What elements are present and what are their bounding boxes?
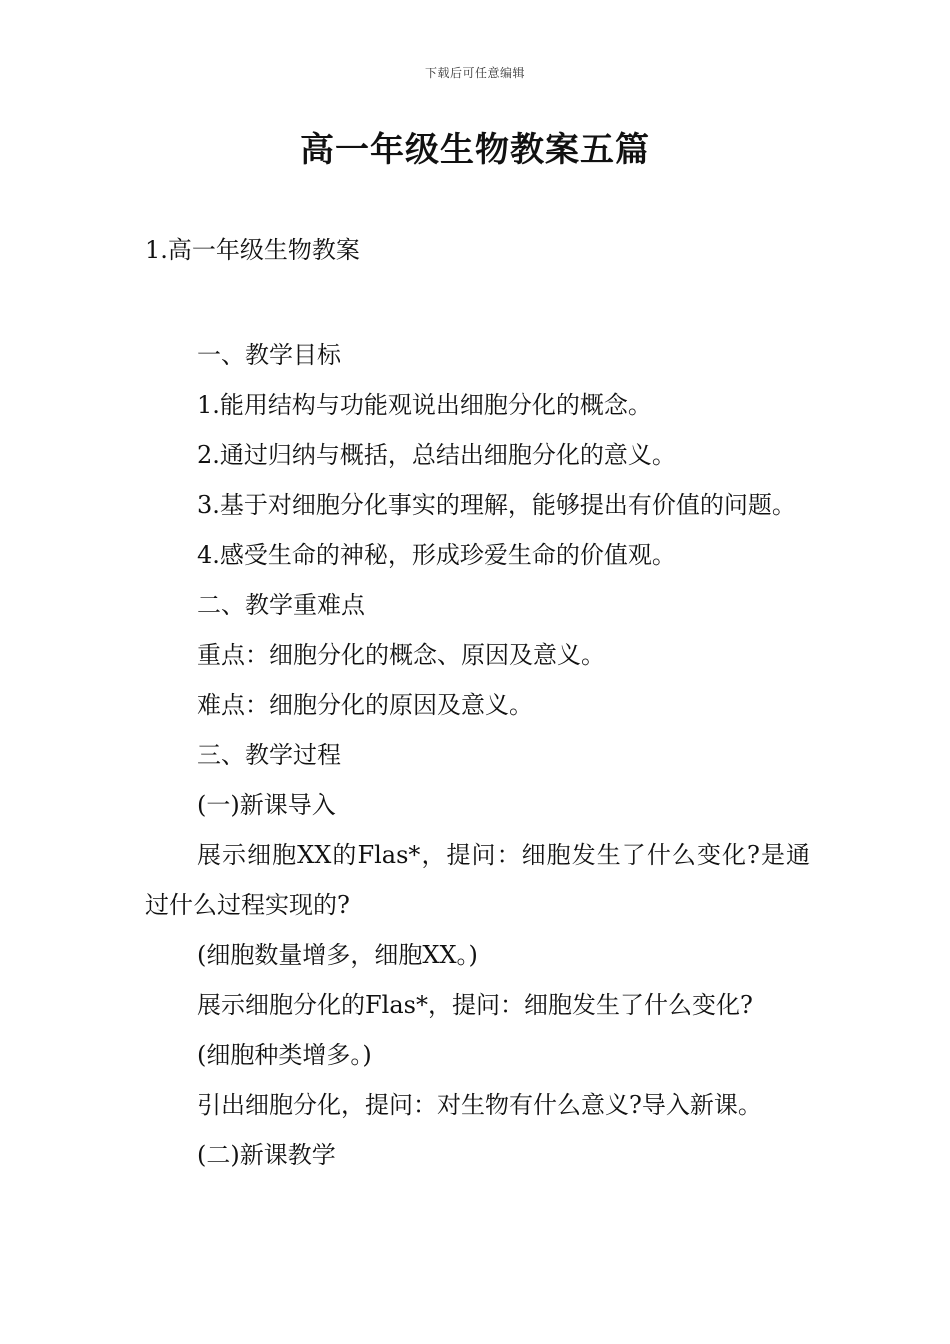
paragraph-objective-2: 2.通过归纳与概括，总结出细胞分化的意义。 <box>197 441 676 469</box>
paragraph-objective-1: 1.能用结构与功能观说出细胞分化的概念。 <box>197 391 652 419</box>
paragraph-key-points-heading: 二、教学重难点 <box>197 591 365 619</box>
paragraph-process-heading: 三、教学过程 <box>197 741 341 769</box>
paragraph-intro-heading: (一)新课导入 <box>197 791 336 819</box>
paragraph-intro-question-1: 展示细胞XX的Flas*，提问：细胞发生了什么变化?是通过什么过程实现的? <box>145 841 810 919</box>
page-header-note: 下载后可任意编辑 <box>424 66 525 80</box>
paragraph-difficult-point: 难点：细胞分化的原因及意义。 <box>197 691 533 719</box>
paragraph-intro-answer-2: (细胞种类增多。) <box>197 1041 372 1069</box>
paragraph-objective-3: 3.基于对细胞分化事实的理解，能够提出有价值的问题。 <box>197 491 796 519</box>
paragraph-intro-answer-1: (细胞数量增多，细胞XX。) <box>197 941 478 969</box>
document-body <box>145 330 810 1180</box>
paragraph-intro-question-2: 展示细胞分化的Flas*，提问：细胞发生了什么变化? <box>197 991 753 1019</box>
paragraph-key-point: 重点：细胞分化的概念、原因及意义。 <box>197 641 605 669</box>
paragraph-objectives-heading: 一、教学目标 <box>197 341 341 369</box>
paragraph-intro-lead: 引出细胞分化，提问：对生物有什么意义?导入新课。 <box>197 1091 762 1119</box>
paragraph-new-lesson-heading: (二)新课教学 <box>197 1141 336 1169</box>
document-title: 高一年级生物教案五篇 <box>300 130 650 170</box>
section-heading: 1.高一年级生物教案 <box>145 236 360 264</box>
paragraph-objective-4: 4.感受生命的神秘，形成珍爱生命的价值观。 <box>197 541 676 569</box>
